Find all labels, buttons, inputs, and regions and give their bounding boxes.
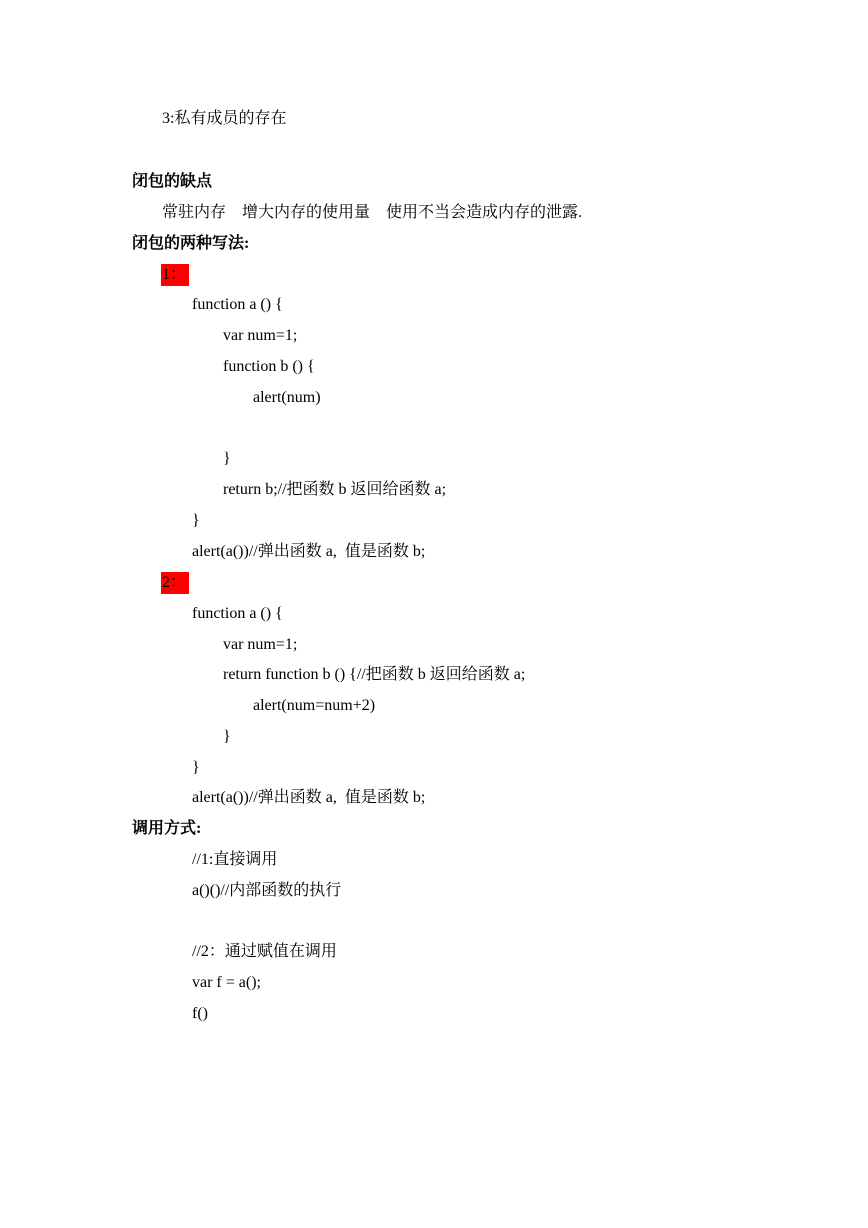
way2-marker: 2： [161, 572, 189, 594]
code-line: //1:直接调用 [192, 851, 278, 868]
code-line: } [192, 759, 200, 776]
drawbacks-text: 常驻内存 增大内存的使用量 使用不当会造成内存的泄露. [162, 204, 583, 221]
code-line: var num=1; [223, 636, 298, 653]
code-line: f() [192, 1005, 208, 1022]
code-line: var f = a(); [192, 974, 261, 991]
invocation-heading: 调用方式: [132, 820, 202, 837]
drawbacks-heading: 闭包的缺点 [132, 173, 213, 190]
code-line: a()()//内部函数的执行 [192, 882, 342, 899]
private-members-text: 3:私有成员的存在 [162, 110, 287, 127]
code-line: alert(a())//弹出函数 a, 值是函数 b; [192, 789, 426, 806]
code-line: var num=1; [223, 327, 298, 344]
code-line: alert(a())//弹出函数 a, 值是函数 b; [192, 543, 426, 560]
code-line: alert(num=num+2) [253, 697, 376, 714]
code-line: function a () { [192, 605, 283, 622]
code-line: } [192, 512, 200, 529]
code-line: } [223, 450, 231, 467]
code-line: //2：通过赋值在调用 [192, 943, 337, 960]
code-line: function b () { [223, 358, 315, 375]
code-line: } [223, 728, 231, 745]
code-line: alert(num) [253, 389, 321, 406]
code-line: return b;//把函数 b 返回给函数 a; [223, 481, 447, 498]
way1-marker: 1： [161, 264, 189, 286]
code-line: function a () { [192, 296, 283, 313]
two-ways-heading: 闭包的两种写法: [132, 235, 250, 252]
code-line: return function b () {//把函数 b 返回给函数 a; [223, 666, 526, 683]
